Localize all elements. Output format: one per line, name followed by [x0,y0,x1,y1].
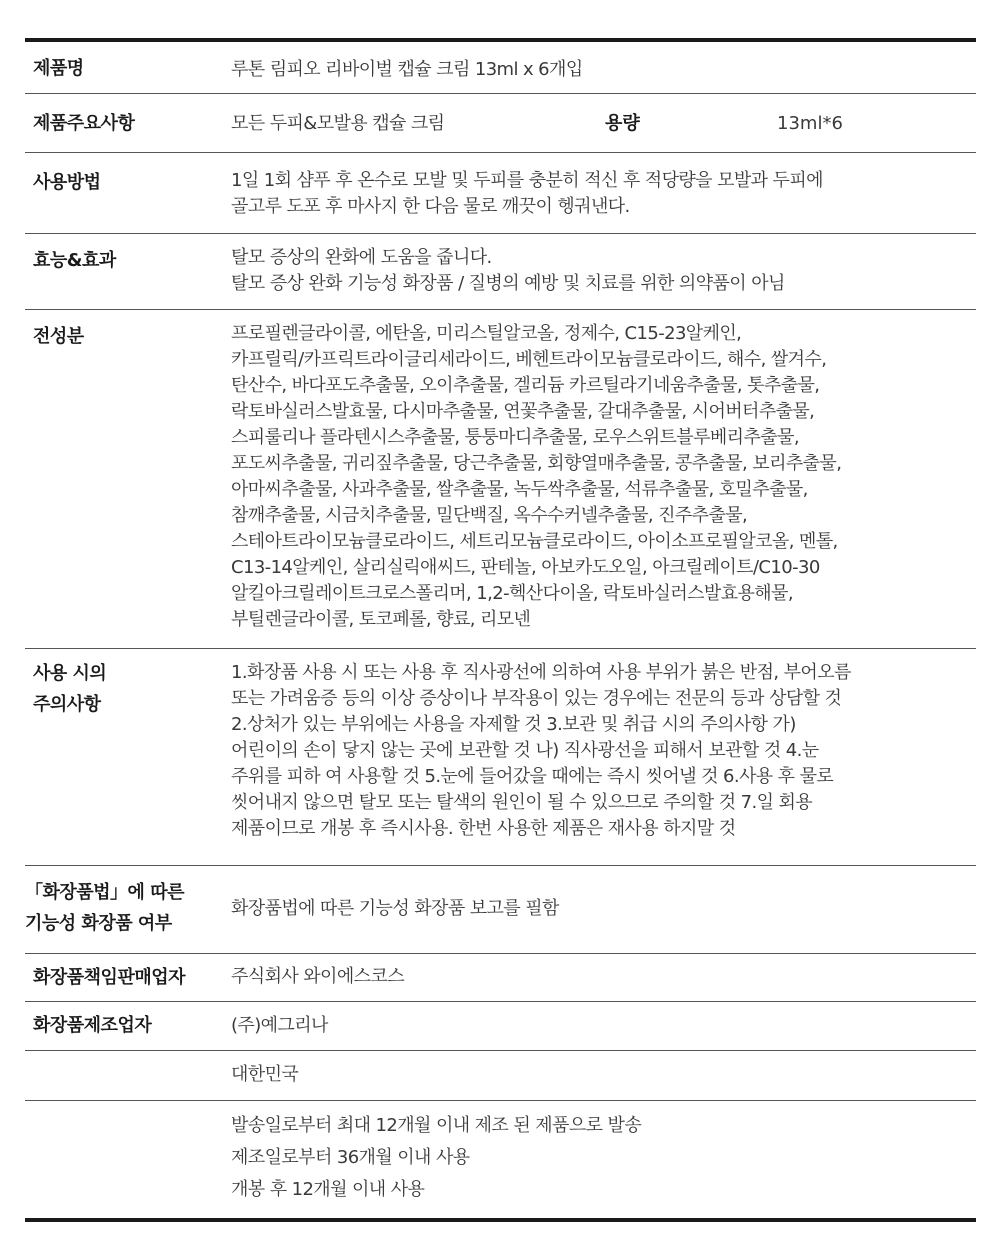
volume-value: 13ml*6 [777,113,843,134]
ingredients-line: 포도씨추출물, 귀리짚추출물, 당근추출물, 회향열매추출물, 콩추출물, 보리추출물, [231,453,842,474]
manufacturer-value: (주)예그리나 [231,1015,328,1036]
seller-label: 화장품책임판매업자 [33,967,185,988]
ingredients-label: 전성분 [33,326,84,347]
row-efficacy [25,234,976,310]
volume-label: 용량 [605,113,640,134]
ingredients-line: 탄산수, 바다포도추출물, 오이추출물, 겔리듐 카르틸라기네움추출물, 톳추출물, [231,375,820,396]
row-seller [25,954,976,1002]
ingredients-line: 아마씨추출물, 사과추출물, 쌀추출물, 녹두싹추출물, 석류추출물, 호밀추출물, [231,479,808,500]
expiry-line: 개봉 후 12개월 이내 사용 [231,1179,425,1200]
precautions-line: 2.상처가 있는 부위에는 사용을 자제할 것 3.보관 및 취급 시의 주의사항 가) [231,714,796,735]
precautions-value [231,660,851,842]
row-functional [25,866,976,954]
functional-value: 화장품법에 따른 기능성 화장품 보고를 필함 [231,898,559,919]
row-origin [25,1051,976,1101]
usage-line: 1일 1회 샴푸 후 온수로 모발 및 두피를 충분히 적신 후 적당량을 모발과 두피에 [231,170,823,191]
efficacy-line: 탈모 증상의 완화에 도움을 줍니다. [231,247,492,268]
precautions-label-line: 사용 시의 [33,663,107,684]
main-specs-label: 제품주요사항 [33,113,135,134]
ingredients-line: 부틸렌글라이콜, 토코페롤, 향료, 리모넨 [231,609,531,630]
precautions-line: 제품이므로 개봉 후 즉시사용. 한번 사용한 제품은 재사용 하지말 것 [231,818,736,839]
row-usage [25,153,976,234]
expiry-line: 제조일로부터 36개월 이내 사용 [231,1147,470,1168]
main-specs-value: 모든 두피&모발용 캡슐 크림 [231,113,445,134]
usage-label: 사용방법 [33,172,101,193]
ingredients-line: 참깨추출물, 시금치추출물, 밀단백질, 옥수수커넬추출물, 진주추출물, [231,505,748,526]
ingredients-line: 알킬아크릴레이트크로스폴리머, 1,2-헥산다이올, 락토바실러스발효용해물, [231,583,793,604]
product-info-table [25,38,976,1222]
usage-line: 골고루 도포 후 마사지 한 다음 물로 깨끗이 헹궈낸다. [231,196,630,217]
efficacy-line: 탈모 증상 완화 기능성 화장품 / 질병의 예방 및 치료를 위한 의약품이 아님 [231,273,785,294]
row-expiry [25,1101,976,1218]
row-main-specs [25,94,976,153]
origin-value: 대한민국 [231,1064,299,1085]
ingredients-line: 락토바실러스발효물, 다시마추출물, 연꽃추출물, 갈대추출물, 시어버터추출물, [231,401,815,422]
product-name-label: 제품명 [33,58,84,79]
precautions-line: 또는 가려움증 등의 이상 증상이나 부작용이 있는 경우에는 전문의 등과 상담할 것 [231,688,842,709]
ingredients-line: 스테아트라이모늄클로라이드, 세트리모늄클로라이드, 아이소프로필알코올, 멘톨, [231,531,838,552]
functional-label-line: 「화장품법」에 따른 [25,882,184,903]
ingredients-value [231,321,841,633]
ingredients-line: 프로필렌글라이콜, 에탄올, 미리스틸알코올, 정제수, C15-23알케인, [231,323,742,344]
manufacturer-label: 화장품제조업자 [33,1015,152,1036]
efficacy-value [231,245,785,297]
precautions-line: 씻어내지 않으면 탈모 또는 탈색의 원인이 될 수 있으므로 주의할 것 7.일 회용 [231,792,813,813]
usage-value [231,168,823,220]
seller-value: 주식회사 와이에스코스 [231,966,405,987]
precautions-label-line: 주의사항 [33,694,101,715]
efficacy-label: 효능&효과 [33,250,116,271]
functional-label-line: 기능성 화장품 여부 [25,913,172,934]
ingredients-line: C13-14알케인, 살리실릭애씨드, 판테놀, 아보카도오일, 아크릴레이트/C10-30 [231,557,820,578]
functional-label [25,877,184,939]
expiry-value [231,1110,641,1206]
expiry-line: 발송일로부터 최대 12개월 이내 제조 된 제품으로 발송 [231,1115,642,1136]
row-product-name [25,42,976,94]
precautions-line: 주위를 피하 여 사용할 것 5.눈에 들어갔을 때에는 즉시 씻어낼 것 6.사용 후 물로 [231,766,834,787]
precautions-line: 1.화장품 사용 시 또는 사용 후 직사광선에 의하여 사용 부위가 붉은 반점, 부어오름 [231,662,851,683]
ingredients-line: 스피룰리나 플라텐시스추출물, 퉁퉁마디추출물, 로우스위트블루베리추출물, [231,427,799,448]
precautions-label [33,658,106,720]
row-precautions [25,649,976,866]
product-name-value: 루톤 림피오 리바이벌 캡슐 크림 13ml x 6개입 [231,59,583,80]
ingredients-line: 카프릴릭/카프릭트라이글리세라이드, 베헨트라이모늄클로라이드, 해수, 쌀겨수, [231,349,827,370]
precautions-line: 어린이의 손이 닿지 않는 곳에 보관할 것 나) 직사광선을 피해서 보관할 것 4.눈 [231,740,819,761]
row-manufacturer [25,1002,976,1051]
row-ingredients [25,310,976,649]
